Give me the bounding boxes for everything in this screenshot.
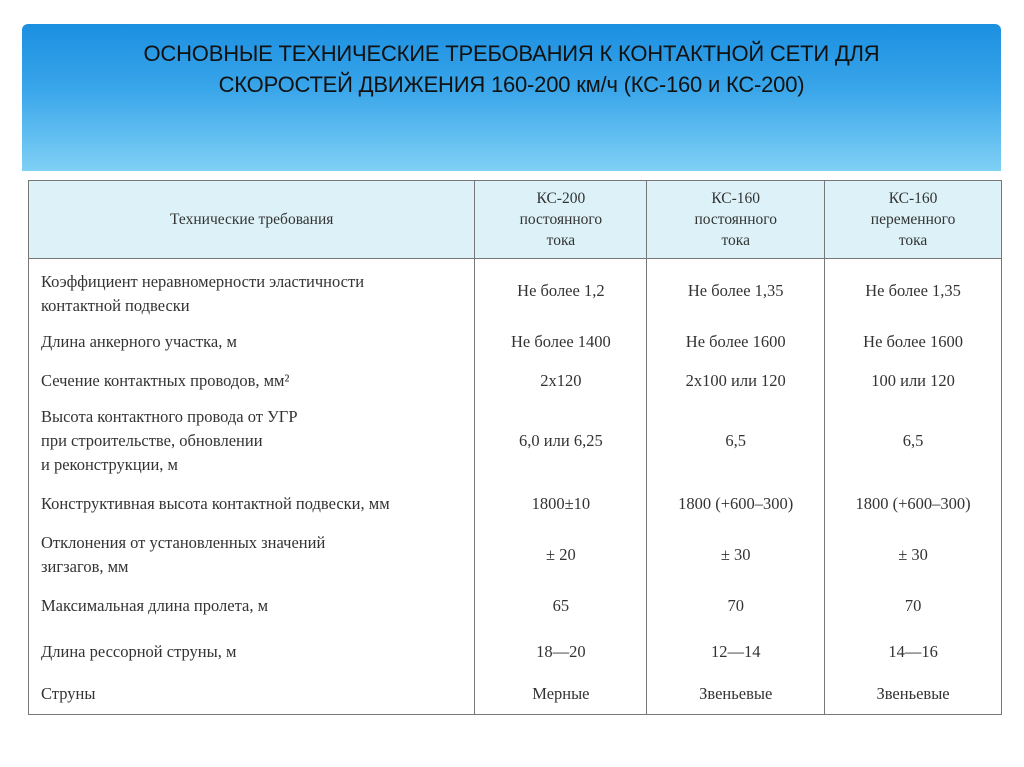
title-banner: [22, 24, 1001, 171]
value-cell: 6,5: [647, 401, 825, 481]
table-header-row: [29, 181, 1002, 259]
requirement-line: Сечение контактных проводов, мм²: [41, 370, 290, 390]
table-row: [29, 527, 1002, 583]
value-cell: ± 20: [475, 527, 647, 583]
value-cell: 1800 (+600–300): [647, 481, 825, 527]
requirement-cell: [29, 527, 475, 583]
value-cell: Не более 1,35: [825, 259, 1002, 323]
value-cell: 2x100 или 120: [647, 361, 825, 401]
requirement-line: Высота контактного провода от УГР: [41, 406, 298, 426]
value-cell: Мерные: [475, 675, 647, 715]
requirement-line: Отклонения от установленных значений: [41, 532, 326, 552]
requirement-cell: [29, 323, 475, 361]
value-cell: 18—20: [475, 629, 647, 675]
value-cell: Не более 1600: [647, 323, 825, 361]
value-cell: 12—14: [647, 629, 825, 675]
column-header: [475, 181, 647, 259]
table-row: [29, 361, 1002, 401]
value-cell: 70: [647, 583, 825, 629]
column-header-line: тока: [546, 232, 576, 249]
requirement-cell: [29, 401, 475, 481]
column-header-line: Технические требования: [170, 211, 334, 228]
value-cell: Звеньевые: [647, 675, 825, 715]
value-cell: 65: [475, 583, 647, 629]
requirement-line: Длина рессорной струны, м: [41, 641, 237, 661]
column-header-line: тока: [898, 232, 928, 249]
requirement-line: при строительстве, обновлении: [41, 430, 263, 450]
value-cell: 6,0 или 6,25: [475, 401, 647, 481]
title-line-1: ОСНОВНЫЕ ТЕХНИЧЕСКИЕ ТРЕБОВАНИЯ К КОНТАКТНОЙ СЕТИ ДЛЯ: [143, 41, 880, 66]
value-cell: ± 30: [647, 527, 825, 583]
value-cell: 6,5: [825, 401, 1002, 481]
value-cell: 14—16: [825, 629, 1002, 675]
requirement-line: Конструктивная высота контактной подвески, мм: [41, 493, 390, 513]
value-cell: ± 30: [825, 527, 1002, 583]
column-header-line: КС-200: [536, 190, 586, 207]
requirements-table: [28, 180, 1002, 715]
table-row: [29, 583, 1002, 629]
value-cell: 100 или 120: [825, 361, 1002, 401]
requirement-cell: [29, 361, 475, 401]
value-cell: 70: [825, 583, 1002, 629]
requirement-cell: [29, 629, 475, 675]
table-row: [29, 401, 1002, 481]
value-cell: 1800 (+600–300): [825, 481, 1002, 527]
column-header-line: КС-160: [888, 190, 938, 207]
column-header-line: тока: [721, 232, 750, 249]
table-row: [29, 259, 1002, 323]
value-cell: Не более 1600: [825, 323, 1002, 361]
requirement-cell: [29, 583, 475, 629]
table-row: [29, 675, 1002, 715]
column-header: [29, 181, 475, 259]
requirement-line: контактной подвески: [41, 296, 190, 316]
requirement-line: и реконструкции, м: [41, 454, 179, 474]
requirement-line: Струны: [41, 684, 96, 704]
value-cell: 2x120: [475, 361, 647, 401]
table-row: [29, 629, 1002, 675]
requirement-line: Максимальная длина пролета, м: [41, 595, 269, 615]
value-cell: Не более 1,35: [647, 259, 825, 323]
slide-title: [22, 38, 1001, 100]
table-row: [29, 481, 1002, 527]
value-cell: Звеньевые: [825, 675, 1002, 715]
column-header: [647, 181, 825, 259]
value-cell: Не более 1,2: [475, 259, 647, 323]
value-cell: 1800±10: [475, 481, 647, 527]
requirement-cell: [29, 259, 475, 323]
value-cell: Не более 1400: [475, 323, 647, 361]
requirement-cell: [29, 481, 475, 527]
column-header-line: КС-160: [711, 190, 761, 207]
requirement-line: Коэффициент неравномерности эластичности: [41, 272, 365, 292]
requirement-line: зигзагов, мм: [41, 556, 129, 576]
requirement-line: Длина анкерного участка, м: [41, 331, 237, 351]
table-row: [29, 323, 1002, 361]
column-header-line: постоянного: [519, 211, 603, 228]
column-header-line: переменного: [870, 211, 956, 228]
column-header-line: постоянного: [694, 211, 777, 228]
column-header: [825, 181, 1002, 259]
requirement-cell: [29, 675, 475, 715]
title-line-2: СКОРОСТЕЙ ДВИЖЕНИЯ 160-200 км/ч (КС-160 и КС-200): [218, 72, 805, 97]
